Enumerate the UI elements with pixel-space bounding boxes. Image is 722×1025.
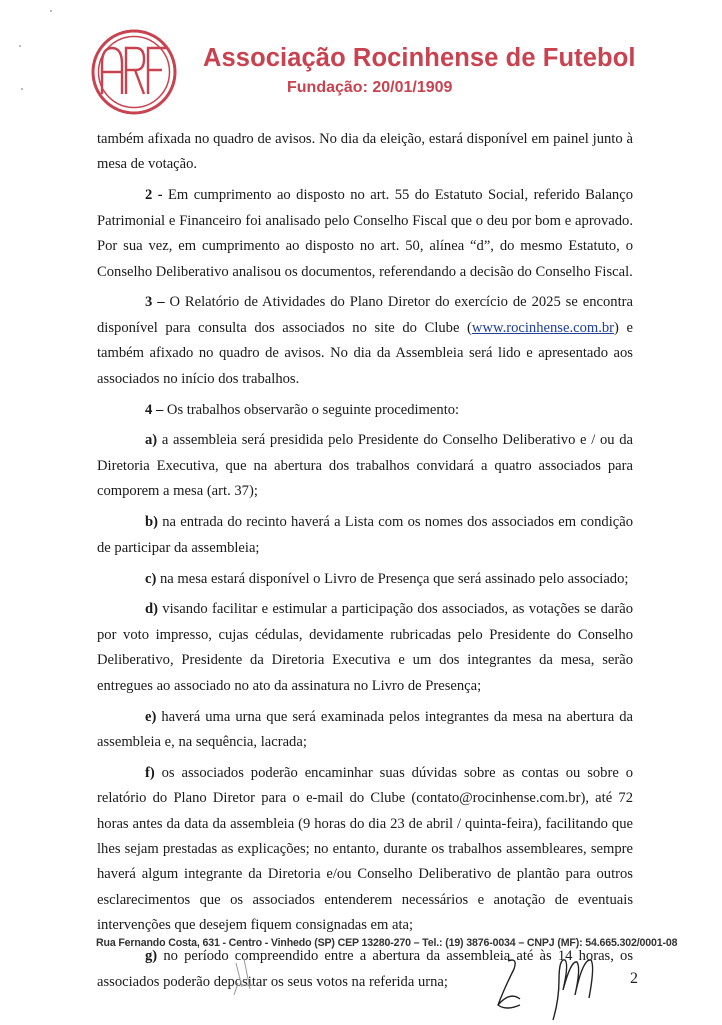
item-label: f) [145,764,155,781]
paragraph-text: O Relatório de Atividades do Plano Diretor do exercício de 2025 se encontra disponível para consulta dos associados no site do Clube ( [97,294,634,336]
item-label: c) [145,570,157,587]
item-text: os associados poderão encaminhar suas dúvidas sobre as contas ou sobre o relatório do Plano Diretor para o e-mail do Clube (contato@rocinhense.com.br), até 72 horas antes da data da assembleia (9 horas do dia 23 de abril / quinta-feira), facilitando que lhes sejam prestadas as explicações; no entanto, durante os trabalhos assembleares, sempre haverá algum integrante da Diretoria e/ou Conselho Deliberativo de plantão para outros esclarecimentos que os associados entenderem necessários e anotação de eventuais intervenções que desejem fiquem consignadas em ata; [97,764,633,934]
website-link[interactable]: www.rocinhense.com.br [471,319,615,336]
item-label: g) [145,948,158,965]
signature-l-icon [490,955,530,1015]
item-text: a assembleia será presidida pelo Presidente do Conselho Deliberativo e / ou da Diretoria Executiva, que na abertura dos trabalhos convidará a quatro associados para comporem a mesa (art. 37); [97,432,633,500]
list-item-f [97,761,633,939]
item-text: haverá uma urna que será examinada pelos integrantes da mesa na abertura da assembleia e, na sequência, lacrada; [97,708,633,750]
initials-signature-icon [228,955,268,1000]
item-text: visando facilitar e estimular a participação dos associados, as votações se darão por voto impresso, cujas cédulas, devidamente rubricadas pelo Presidente do Conselho Deliberativo, Presidente da Diretoria Executiva e um dos integrantes da mesa, serão entregues ao associado no ato da assinatura no Livro de Presença; [97,601,633,694]
list-item-a [97,428,633,504]
list-item-b [97,510,633,561]
item-label: a) [145,432,158,449]
paragraph-4 [97,398,633,423]
club-logo-icon [90,28,178,116]
paragraph-text: ) e também afixado no quadro de avisos. No dia da Assembleia será lido e apresentado aos associados no início dos trabalhos. [97,319,633,387]
document-body [97,127,633,1001]
scan-speck [50,10,52,12]
item-label: d) [145,601,158,618]
list-item-d [97,597,633,699]
organization-name: Associação Rocinhense de Futebol [203,44,636,72]
footer-address: Rua Fernando Costa, 631 - Centro - Vinhedo (SP) CEP 13280-270 – Tel.: (19) 3876-0034 – CNPJ (MF): 54.665.302/0001-08 [96,937,678,949]
paragraph-2 [97,183,633,285]
scan-speck [21,88,23,90]
paragraph-text: Em cumprimento ao disposto no art. 55 do Estatuto Social, referido Balanço Patrimonial e Financeiro foi analisado pelo Conselho Fiscal que o deu por bom e aprovado. Por sua vez, em cumprimento ao disposto no art. 50, alínea “d”, do mesmo Estatuto, o Conselho Deliberativo analisou os documentos, referendando a decisão do Conselho Fiscal. [97,187,633,280]
list-item-e [97,705,633,756]
paragraph-number: 3 – [145,294,165,311]
signature-rubric-icon [545,950,605,1025]
paragraph-3 [97,290,633,392]
list-item-c [97,567,633,592]
foundation-date: Fundação: 20/01/1909 [287,79,453,96]
paragraph-number: 4 – [145,401,164,418]
page-number: 2 [630,970,638,987]
item-text: na entrada do recinto haverá a Lista com os nomes dos associados em condição de participar da assembleia; [97,514,633,556]
paragraph-text: Os trabalhos observarão o seguinte procedimento: [163,401,460,418]
paragraph-number: 2 - [145,187,163,204]
item-text: na mesa estará disponível o Livro de Presença que será assinado pelo associado; [156,570,629,587]
paragraph-continuation: também afixada no quadro de avisos. No dia da eleição, estará disponível em painel junto à mesa de votação. [97,131,633,173]
item-label: e) [145,708,157,725]
item-text: no período compreendido entre a abertura da assembleia até às 14 horas, os associados poderão depositar os seus votos na referida urna; [97,948,633,990]
item-label: b) [145,514,158,531]
scan-speck [19,45,21,47]
